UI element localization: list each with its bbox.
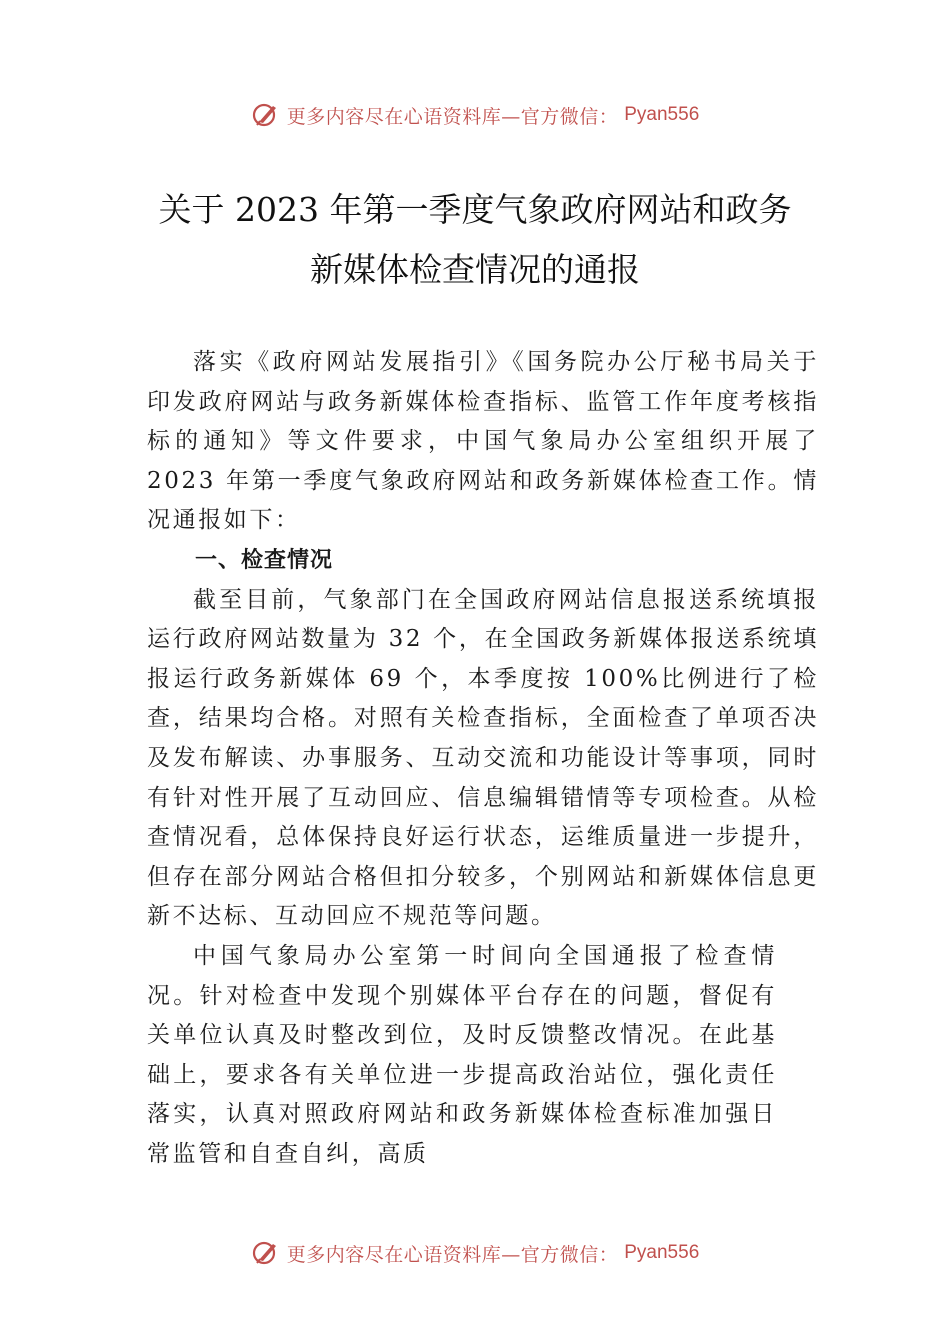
notification-paragraph: 中国气象局办公室第一时间向全国通报了检查情况。针对检查中发现个别媒体平台存在的问题，督促有关单位认真及时整改到位，及时反馈整改情况。在此基础上，要求各有关单位进一步提高政治站位，强化责任落实，认真对照政府网站和政务新媒体检查标准加强日常监管和自查自纠，高质 bbox=[147, 942, 777, 1167]
inspection-paragraph: 截至目前，气象部门在全国政府网站信息报送系统填报运行政府网站数量为 32 个，在全国政务新媒体报送系统填报运行政务新媒体 69 个，本季度按 100%比例进行了检查，结果均合格。对照有关检查指标，全面检查了单项否决及发布解读、办事服务、互动交流和功能设计等事项，同时有针对性开展了互动回应、信息编辑错情等专项检查。从检查情况看，总体保持良好运行状态，运维质量进一步提升，但存在部分网站合格但扣分较多，个别网站和新媒体信息更新不达标、互动回应不规范等问题。 bbox=[147, 586, 819, 930]
watermark-wechat-id: Pyan556 bbox=[624, 1242, 700, 1263]
footer-watermark bbox=[0, 1233, 950, 1273]
section-heading-inspection: 一、检查情况 bbox=[195, 547, 334, 573]
document-title-line-1: 关于 2023 年第一季度气象政府网站和政务 bbox=[158, 190, 792, 229]
watermark-wechat-id: Pyan556 bbox=[624, 104, 700, 125]
intro-paragraph: 落实《政府网站发展指引》《国务院办公厅秘书局关于印发政府网站与政务新媒体检查指标、监管工作年度考核指标的通知》等文件要求，中国气象局办公室组织开展了 2023 年第一季度气象政府网站和政务新媒体检查工作。情况通报如下： bbox=[147, 349, 819, 534]
document-body bbox=[147, 343, 819, 1174]
header-watermark bbox=[0, 95, 950, 135]
quill-pen-icon bbox=[251, 100, 281, 130]
quill-pen-icon bbox=[251, 1238, 281, 1268]
watermark-text: 更多内容尽在心语资料库—官方微信： bbox=[286, 105, 619, 128]
document-title-line-2: 新媒体检查情况的通报 bbox=[310, 250, 640, 289]
watermark-text: 更多内容尽在心语资料库—官方微信： bbox=[286, 1243, 619, 1266]
